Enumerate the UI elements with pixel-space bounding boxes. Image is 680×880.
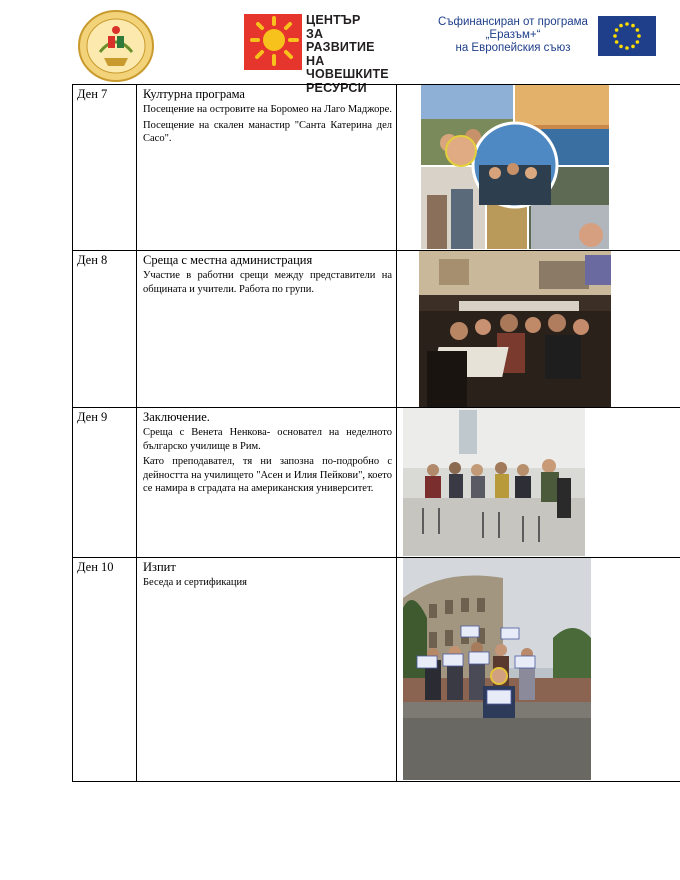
activity-title: Заключение. — [143, 410, 210, 424]
org-name-line-4: РЕСУРСИ — [306, 80, 367, 95]
eu-cofunded-logo — [432, 14, 656, 64]
eu-star-icon — [615, 40, 619, 44]
activity-text: Посещение на скален манастир "Санта Катерина дел Сасо". — [143, 119, 392, 144]
activity-text: Като преподавател, тя ни запозна по-подробно с дейността на училището "Асен и Илия Пейкови", което се намира в сградата на американския университет. — [143, 456, 392, 494]
eu-star-icon — [619, 24, 623, 28]
activity-title: Изпит — [143, 560, 176, 574]
eu-star-icon — [636, 28, 640, 32]
table-row — [73, 251, 680, 408]
description-cell — [137, 408, 397, 558]
eu-star-icon — [613, 34, 617, 38]
cofunded-line-1: Съфинансиран от програма — [438, 16, 588, 28]
photo-cell — [397, 558, 680, 782]
schedule-table — [72, 80, 680, 782]
colosseum-group-photo — [403, 558, 591, 780]
eu-star-icon — [615, 28, 619, 32]
photo-cell — [397, 408, 680, 558]
eu-star-icon — [637, 34, 641, 38]
meeting-hall-photo — [419, 251, 611, 407]
photo-cell — [397, 85, 680, 251]
eu-star-icon — [636, 40, 640, 44]
org-name-line-3: НА ЧОВЕШКИТЕ — [306, 53, 389, 81]
description-cell — [137, 85, 397, 251]
day-cell: Ден 9 — [73, 408, 137, 558]
table-row — [73, 558, 680, 782]
activity-text: Беседа и сертификация — [143, 577, 247, 588]
day-cell: Ден 7 — [73, 85, 137, 251]
activity-title: Културна програма — [143, 87, 245, 101]
eu-star-icon — [619, 45, 623, 49]
hrdc-logo — [244, 13, 394, 95]
eu-flag-icon — [598, 16, 656, 56]
school-seal-logo — [78, 10, 154, 82]
org-name-line-2: ЗА РАЗВИТИЕ — [306, 26, 375, 54]
table-row — [73, 85, 680, 251]
eu-star-icon — [631, 45, 635, 49]
day-cell: Ден 10 — [73, 558, 137, 782]
cofunded-line-2: „Еразъм+“ — [485, 29, 541, 41]
eu-star-icon — [625, 22, 629, 26]
activity-text: Среща с Венета Ненкова- основател на неделното българско училище в Рим. — [143, 427, 392, 452]
description-cell — [137, 558, 397, 782]
activity-text: Посещение на островите на Боромео на Лаго Маджоре. — [143, 104, 392, 115]
org-name-line-1: ЦЕНТЪР — [306, 13, 361, 27]
photo-cell — [397, 251, 680, 408]
eu-star-icon — [631, 24, 635, 28]
eu-star-icon — [625, 46, 629, 50]
collage-photo — [421, 85, 609, 249]
activity-text: Участие в работни срещи между представители на общината и учители. Работа по групи. — [143, 270, 392, 295]
classroom-photo — [403, 408, 585, 556]
description-cell — [137, 251, 397, 408]
cofunded-line-3: на Европейския съюз — [455, 42, 571, 54]
table-row — [73, 408, 680, 558]
activity-title: Среща с местна администрация — [143, 253, 313, 267]
sun-logo-icon — [244, 14, 302, 70]
day-cell: Ден 8 — [73, 251, 137, 408]
